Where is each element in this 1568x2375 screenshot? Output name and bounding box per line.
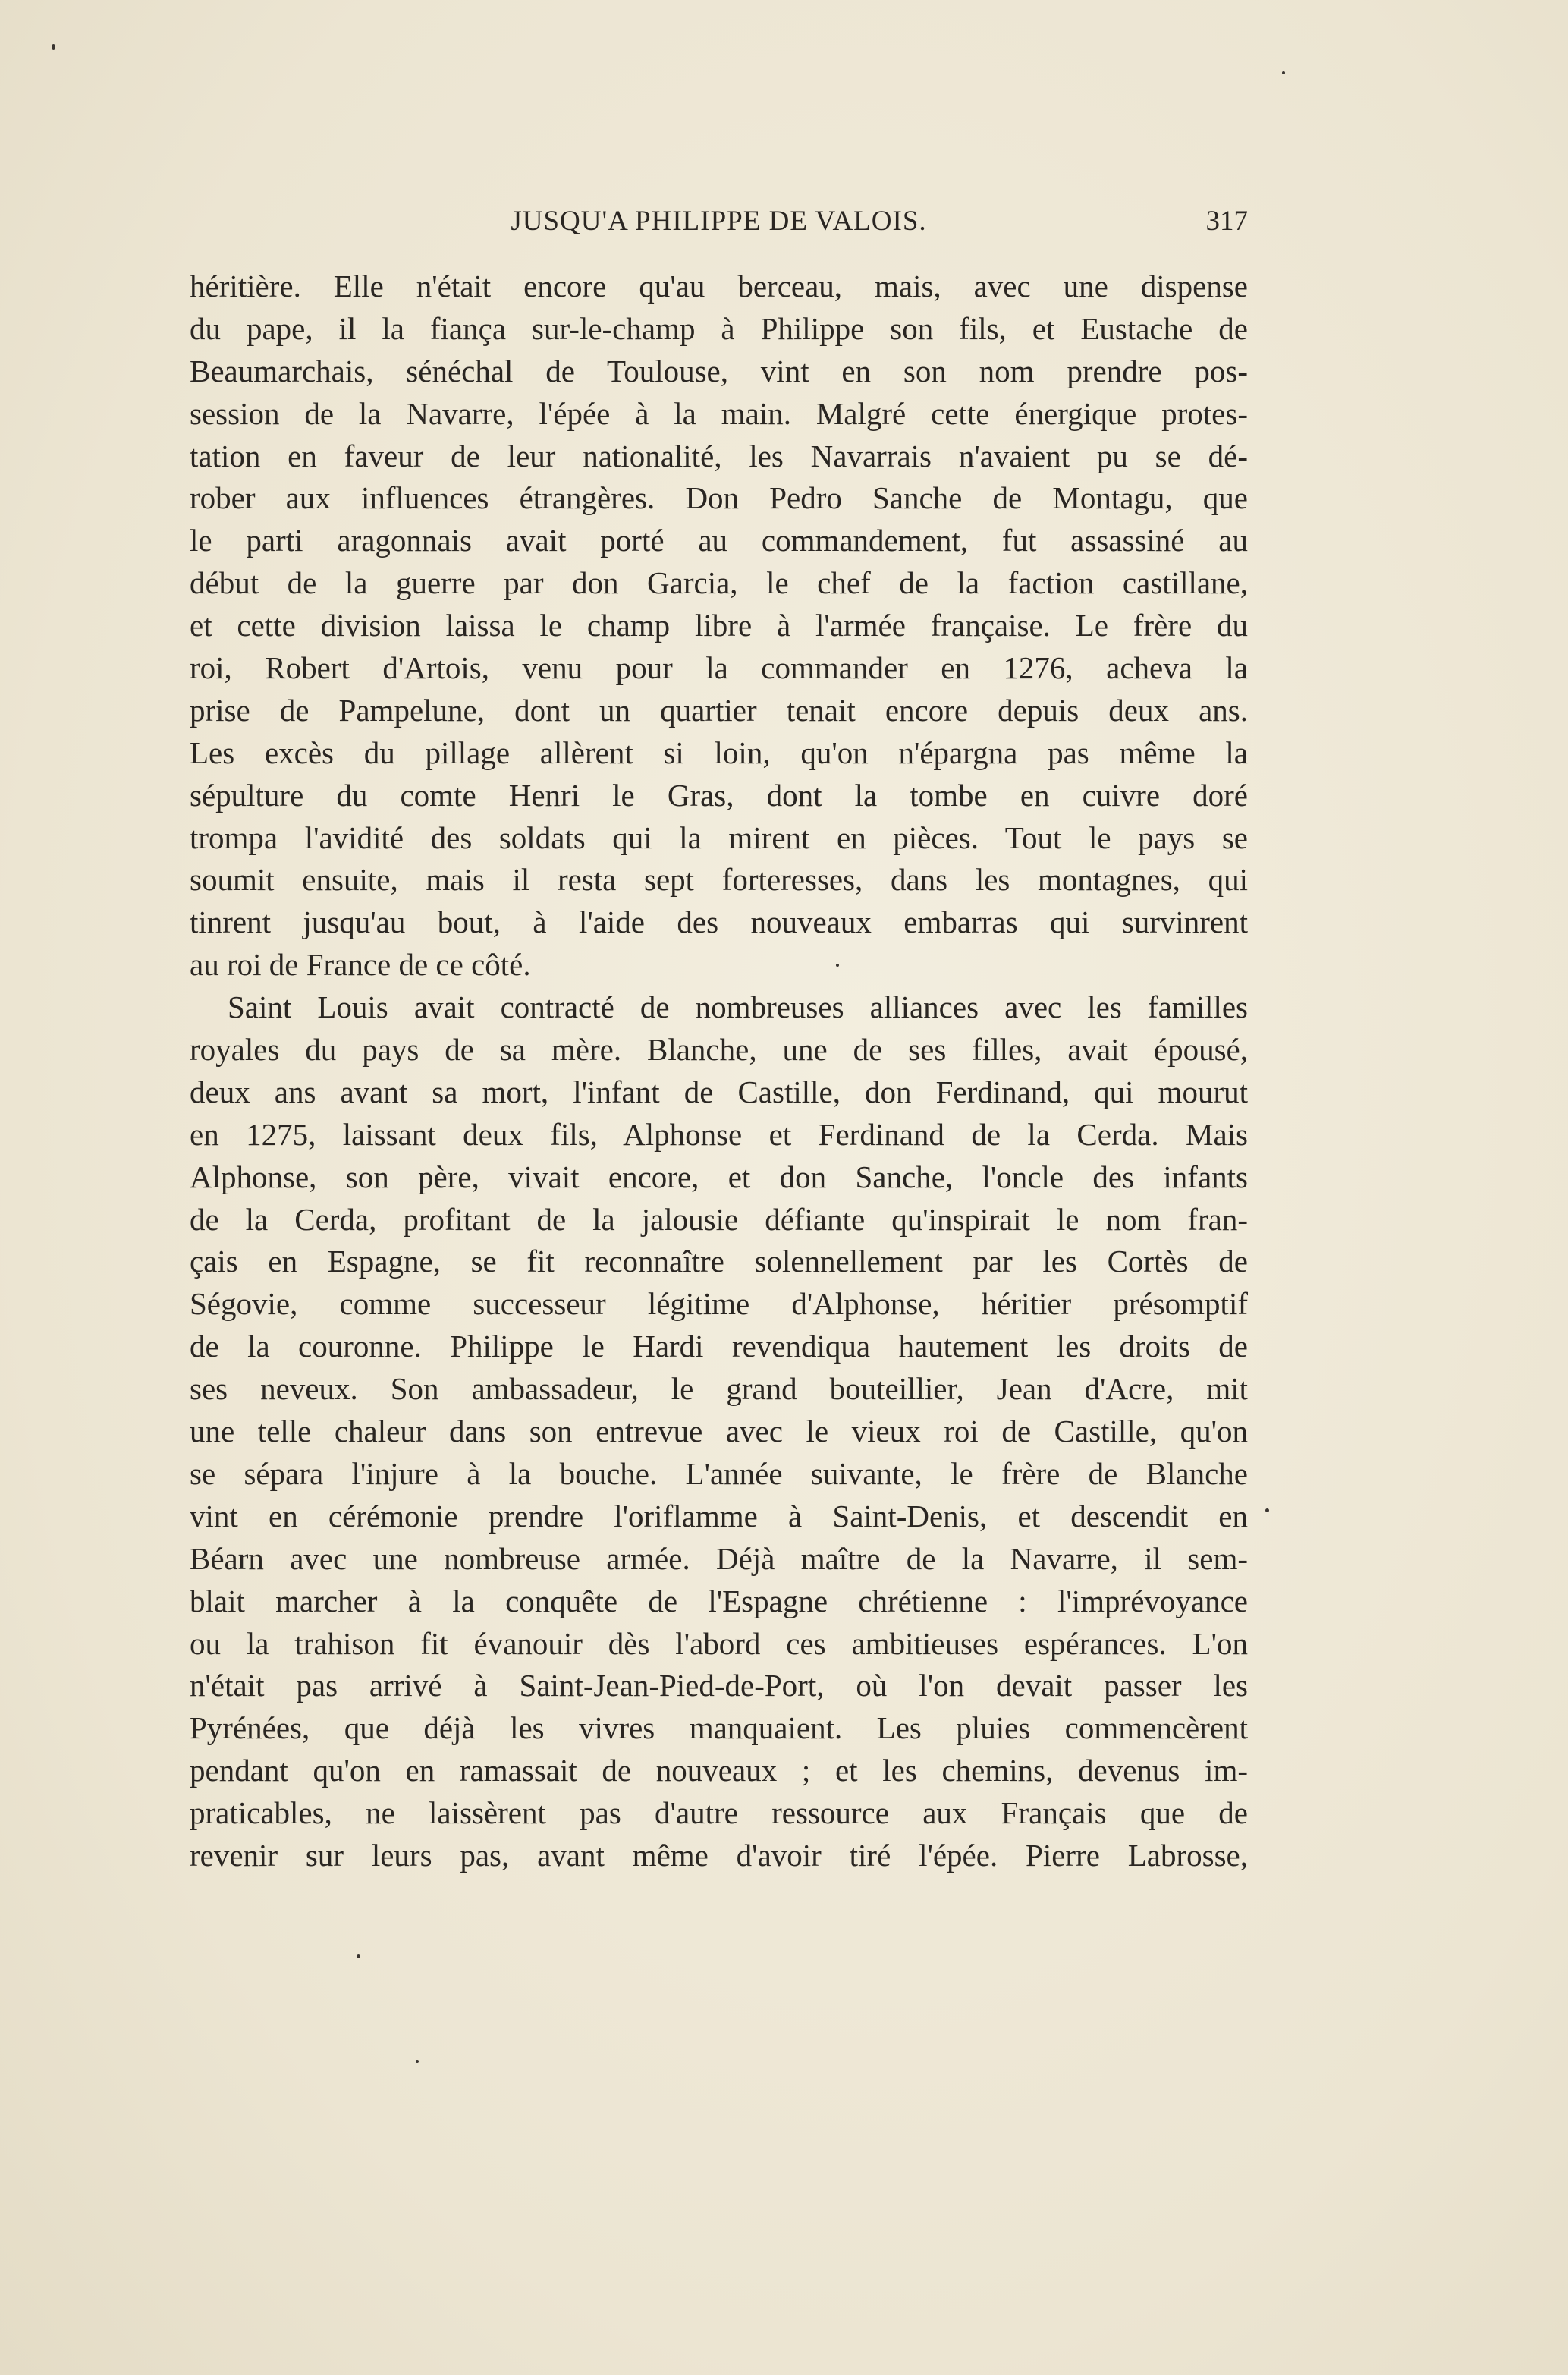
text-line: soumit ensuite, mais il resta sept forteresses, dans les montagnes, qui bbox=[190, 862, 1248, 898]
text-line: de la couronne. Philippe le Hardi revendiqua hautement les droits de bbox=[190, 1329, 1248, 1364]
text-line: praticables, ne laissèrent pas d'autre ressource aux Français que de bbox=[190, 1795, 1248, 1831]
text-line: n'était pas arrivé à Saint-Jean-Pied-de-Port, où l'on devait passer les bbox=[190, 1668, 1248, 1703]
text-line: sépulture du comte Henri le Gras, dont la tombe en cuivre doré bbox=[190, 777, 1248, 813]
running-title: JUSQU'A PHILIPPE DE VALOIS. bbox=[511, 206, 927, 237]
ink-speck bbox=[416, 2060, 419, 2063]
text-line: héritière. Elle n'était encore qu'au berceau, mais, avec une dispense bbox=[190, 269, 1248, 304]
paragraph-end-line: au roi de France de ce côté. bbox=[190, 947, 531, 983]
text-line: Alphonse, son père, vivait encore, et don Sanche, l'oncle des infants bbox=[190, 1159, 1248, 1194]
ink-speck bbox=[357, 1954, 360, 1958]
text-line: deux ans avant sa mort, l'infant de Castille, don Ferdinand, qui mourut bbox=[190, 1074, 1248, 1109]
text-line: début de la guerre par don Garcia, le chef de la faction castillane, bbox=[190, 565, 1248, 601]
body-text bbox=[190, 266, 1248, 1877]
text-line: Pyrénées, que déjà les vivres manquaient. Les pluies commencèrent bbox=[190, 1710, 1248, 1746]
text-line: session de la Navarre, l'épée à la main. Malgré cette énergique protes- bbox=[190, 395, 1248, 431]
text-line: Béarn avec une nombreuse armée. Déjà maître de la Navarre, il sem- bbox=[190, 1540, 1248, 1576]
text-line: Les excès du pillage allèrent si loin, qu'on n'épargna pas même la bbox=[190, 735, 1248, 770]
text-line: royales du pays de sa mère. Blanche, une de ses filles, avait épousé, bbox=[190, 1032, 1248, 1068]
text-line: en 1275, laissant deux fils, Alphonse et Ferdinand de la Cerda. Mais bbox=[190, 1116, 1248, 1152]
text-line: prise de Pampelune, dont un quartier tenait encore depuis deux ans. bbox=[190, 692, 1248, 728]
ink-speck bbox=[836, 964, 839, 967]
text-line: blait marcher à la conquête de l'Espagne chrétienne : l'imprévoyance bbox=[190, 1583, 1248, 1618]
text-line: trompa l'avidité des soldats qui la mirent en pièces. Tout le pays se bbox=[190, 819, 1248, 855]
page-number: 317 bbox=[1205, 206, 1248, 237]
text-line: du pape, il la fiança sur-le-champ à Philippe son fils, et Eustache de bbox=[190, 310, 1248, 346]
text-line: ses neveux. Son ambassadeur, le grand bouteillier, Jean d'Acre, mit bbox=[190, 1371, 1248, 1407]
text-line: se sépara l'injure à la bouche. L'année suivante, le frère de Blanche bbox=[190, 1455, 1248, 1491]
text-line: et cette division laissa le champ libre à l'armée française. Le frère du bbox=[190, 608, 1248, 643]
text-line: de la Cerda, profitant de la jalousie défiante qu'inspirait le nom fran- bbox=[190, 1201, 1248, 1237]
text-line: une telle chaleur dans son entrevue avec le vieux roi de Castille, qu'on bbox=[190, 1414, 1248, 1449]
text-line: ou la trahison fit évanouir dès l'abord ces ambitieuses espérances. L'on bbox=[190, 1625, 1248, 1661]
text-line: tation en faveur de leur nationalité, les Navarrais n'avaient pu se dé- bbox=[190, 438, 1248, 473]
ink-speck bbox=[52, 44, 55, 50]
text-line: Beaumarchais, sénéchal de Toulouse, vint en son nom prendre pos- bbox=[190, 353, 1248, 388]
text-line: vint en cérémonie prendre l'oriflamme à Saint-Denis, et descendit en bbox=[190, 1498, 1248, 1534]
text-line: roi, Robert d'Artois, venu pour la commander en 1276, acheva la bbox=[190, 650, 1248, 686]
ink-speck bbox=[1265, 1508, 1269, 1512]
text-line: le parti aragonnais avait porté au commandement, fut assassiné au bbox=[190, 523, 1248, 558]
text-line: rober aux influences étrangères. Don Pedro Sanche de Montagu, que bbox=[190, 480, 1248, 516]
text-line: Ségovie, comme successeur légitime d'Alphonse, héritier présomptif bbox=[190, 1286, 1248, 1322]
paragraph-start-line: Saint Louis avait contracté de nombreuses alliances avec les familles bbox=[228, 989, 1248, 1025]
text-line: revenir sur leurs pas, avant même d'avoir tiré l'épée. Pierre Labrosse, bbox=[190, 1837, 1248, 1873]
running-head bbox=[190, 199, 1248, 244]
text-line: çais en Espagne, se fit reconnaître solennellement par les Cortès de bbox=[190, 1244, 1248, 1279]
text-line: tinrent jusqu'au bout, à l'aide des nouveaux embarras qui survinrent bbox=[190, 904, 1248, 940]
ink-speck bbox=[1282, 71, 1285, 74]
text-line: pendant qu'on en ramassait de nouveaux ; et les chemins, devenus im- bbox=[190, 1753, 1248, 1788]
